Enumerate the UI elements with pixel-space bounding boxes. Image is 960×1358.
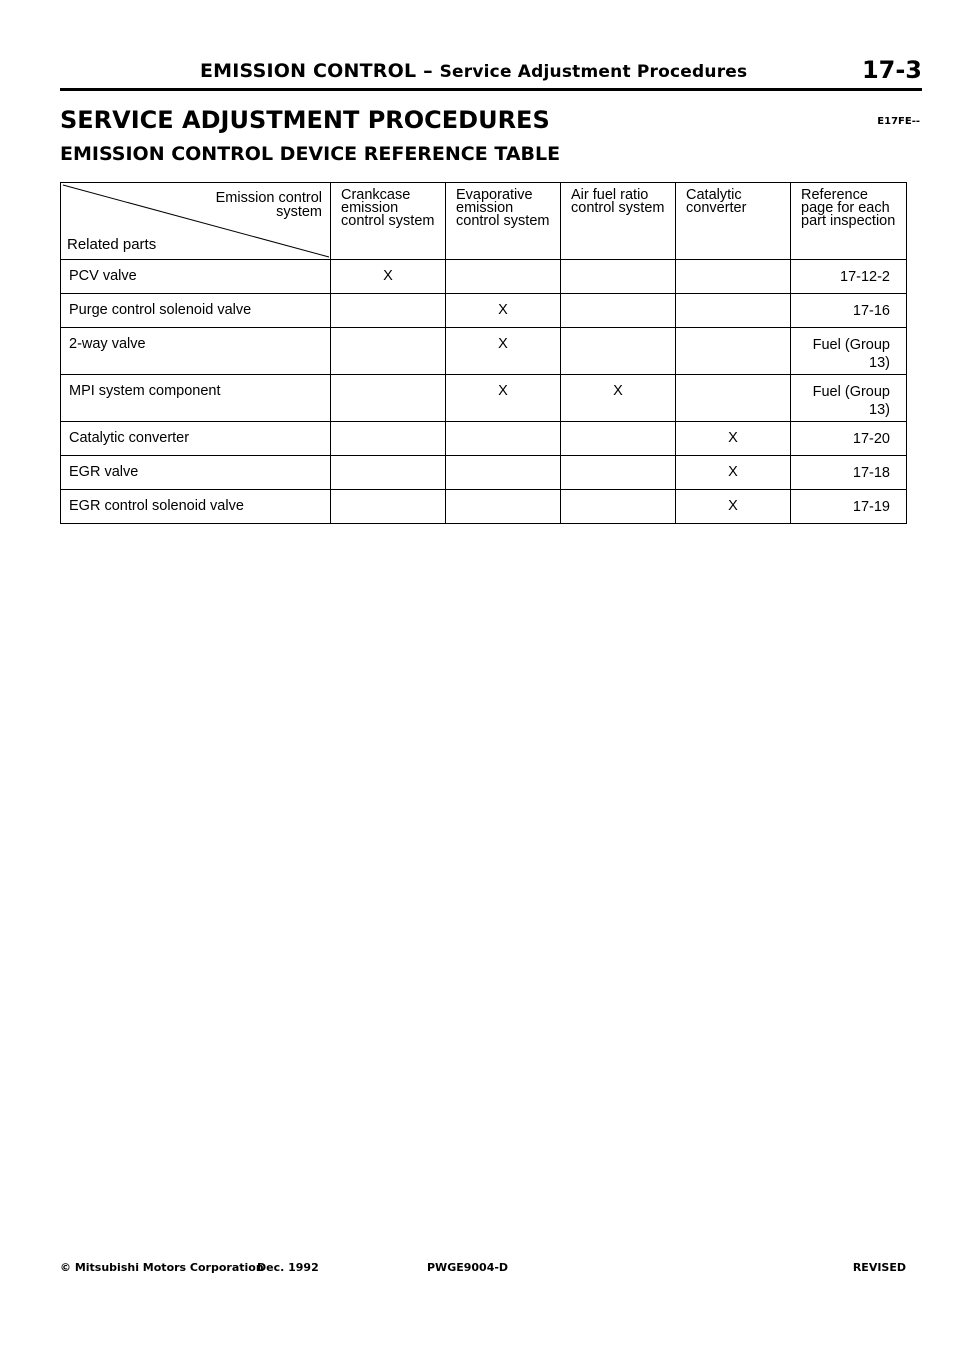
corner-related-parts-label: Related parts: [67, 236, 157, 253]
column-header: Reference page for each part inspection: [791, 183, 907, 260]
column-header: Air fuel ratio control system: [561, 183, 676, 260]
mark-cell: [561, 456, 676, 490]
mark-cell: [331, 328, 446, 375]
part-name-cell: Purge control solenoid valve: [61, 294, 331, 328]
reference-page-cell: Fuel (Group 13): [791, 375, 907, 422]
reference-page-cell: Fuel (Group 13): [791, 328, 907, 375]
corner-header-cell: [61, 183, 331, 260]
corner-emission-label: Emission control system: [215, 190, 322, 220]
column-header: Catalytic converter: [676, 183, 791, 260]
reference-page-cell: 17-19: [791, 490, 907, 524]
mark-cell: X: [446, 294, 561, 328]
mark-cell: [331, 375, 446, 422]
mark-cell: [446, 422, 561, 456]
mark-cell: [446, 490, 561, 524]
mark-cell: [561, 422, 676, 456]
table-row: [61, 456, 907, 490]
mark-cell: [676, 260, 791, 294]
header-rule: [60, 88, 922, 91]
table-row: [61, 490, 907, 524]
running-header-main: EMISSION CONTROL –: [200, 60, 433, 82]
mark-cell: X: [446, 375, 561, 422]
page-number: 17-3: [861, 56, 922, 84]
part-name-cell: EGR valve: [61, 456, 331, 490]
mark-cell: X: [676, 490, 791, 524]
table-row: [61, 260, 907, 294]
mark-cell: [561, 328, 676, 375]
running-header-sub: Service Adjustment Procedures: [439, 62, 748, 82]
footer-date: Dec. 1992: [257, 1261, 319, 1274]
reference-page-cell: 17-18: [791, 456, 907, 490]
running-header: [200, 60, 747, 82]
mark-cell: [561, 294, 676, 328]
document-code: E17FE--: [877, 116, 920, 127]
mark-cell: X: [446, 328, 561, 375]
column-header: Crankcase emission control system: [331, 183, 446, 260]
mark-cell: [446, 260, 561, 294]
mark-cell: [561, 490, 676, 524]
part-name-cell: MPI system component: [61, 375, 331, 422]
mark-cell: [676, 375, 791, 422]
table-row: [61, 294, 907, 328]
footer-document-code: PWGE9004-D: [427, 1261, 509, 1274]
column-header: Evaporative emission control system: [446, 183, 561, 260]
table-header-row: [61, 183, 907, 260]
mark-cell: X: [676, 456, 791, 490]
reference-page-cell: 17-16: [791, 294, 907, 328]
mark-cell: [331, 490, 446, 524]
mark-cell: [331, 294, 446, 328]
mark-cell: [561, 260, 676, 294]
reference-page-cell: 17-12-2: [791, 260, 907, 294]
part-name-cell: Catalytic converter: [61, 422, 331, 456]
mark-cell: [676, 294, 791, 328]
mark-cell: [331, 422, 446, 456]
table-title: EMISSION CONTROL DEVICE REFERENCE TABLE: [60, 143, 561, 165]
mark-cell: [331, 456, 446, 490]
mark-cell: X: [331, 260, 446, 294]
section-title: SERVICE ADJUSTMENT PROCEDURES: [60, 106, 550, 134]
part-name-cell: PCV valve: [61, 260, 331, 294]
table-row: [61, 328, 907, 375]
mark-cell: [446, 456, 561, 490]
table-row: [61, 375, 907, 422]
footer-copyright: © Mitsubishi Motors Corporation: [60, 1261, 264, 1274]
footer-revised-status: REVISED: [852, 1261, 906, 1274]
mark-cell: X: [676, 422, 791, 456]
mark-cell: X: [561, 375, 676, 422]
reference-page-cell: 17-20: [791, 422, 907, 456]
part-name-cell: 2-way valve: [61, 328, 331, 375]
table-row: [61, 422, 907, 456]
reference-table: [60, 182, 907, 524]
part-name-cell: EGR control solenoid valve: [61, 490, 331, 524]
mark-cell: [676, 328, 791, 375]
